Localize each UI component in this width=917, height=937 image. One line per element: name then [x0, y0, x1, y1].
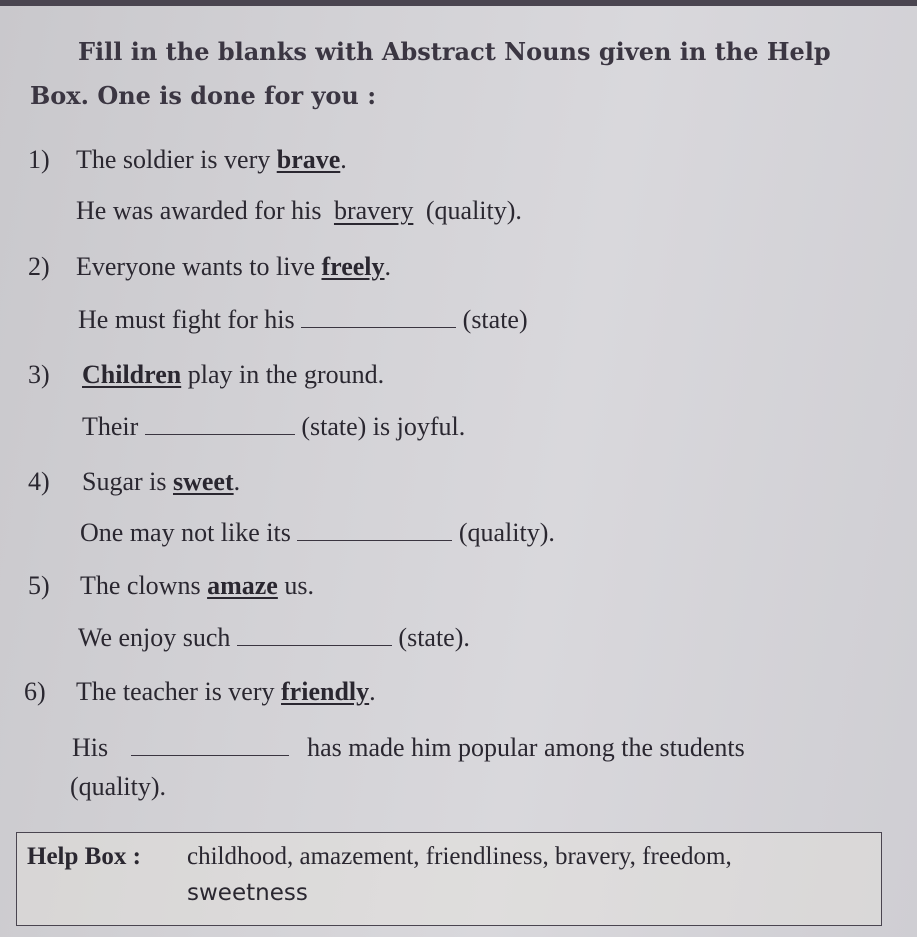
answer-blank[interactable]: [237, 623, 392, 646]
question-4: 4) Sugar is sweet.: [28, 467, 241, 496]
question-number: 6): [24, 677, 46, 706]
question-6: 6) The teacher is very friendly.: [24, 677, 376, 706]
question-number: 2): [28, 252, 50, 281]
keyword: sweet: [173, 467, 234, 496]
help-box-words-line-1: childhood, amazement, friendliness, bravery, freedom,: [187, 843, 732, 870]
question-2-sentence: He must fight for his (state): [78, 305, 528, 334]
keyword: brave: [276, 145, 341, 174]
help-box-words-line-2: sweetness: [187, 880, 308, 906]
keyword: friendly: [281, 677, 370, 706]
keyword: Children: [82, 360, 182, 389]
answer-blank[interactable]: [131, 733, 289, 756]
question-number: 5): [28, 571, 50, 600]
answer-blank[interactable]: [145, 412, 295, 435]
answer-blank[interactable]: [301, 305, 456, 328]
keyword: amaze: [207, 571, 278, 600]
question-4-sentence: One may not like its (quality).: [80, 518, 555, 547]
heading-line-1: Fill in the blanks with Abstract Nouns given in the Help: [78, 37, 831, 66]
help-box-label: Help Box :: [27, 843, 141, 870]
question-2: 2) Everyone wants to live freely.: [28, 252, 392, 281]
question-number: 1): [28, 145, 50, 174]
question-number: 4): [28, 467, 50, 496]
exercise-heading: [30, 30, 880, 118]
question-3: 3) Children play in the ground.: [28, 360, 385, 389]
question-6-sentence-line-2: (quality).: [70, 772, 167, 801]
question-5-sentence: We enjoy such (state).: [78, 623, 470, 652]
question-6-sentence: His has made him popular among the students: [72, 733, 745, 762]
answer-blank[interactable]: [297, 518, 452, 541]
help-box: [16, 832, 882, 926]
heading-line-2: Box. One is done for you :: [30, 81, 377, 110]
question-1-sentence: He was awarded for his bravery (quality).: [76, 196, 522, 225]
question-5: 5) The clowns amaze us.: [28, 571, 314, 600]
question-1: 1) The soldier is very brave.: [28, 145, 347, 174]
question-number: 3): [28, 360, 50, 389]
keyword: freely: [321, 252, 385, 281]
answer-example: bravery: [333, 196, 414, 225]
question-3-sentence: Their (state) is joyful.: [82, 412, 466, 441]
